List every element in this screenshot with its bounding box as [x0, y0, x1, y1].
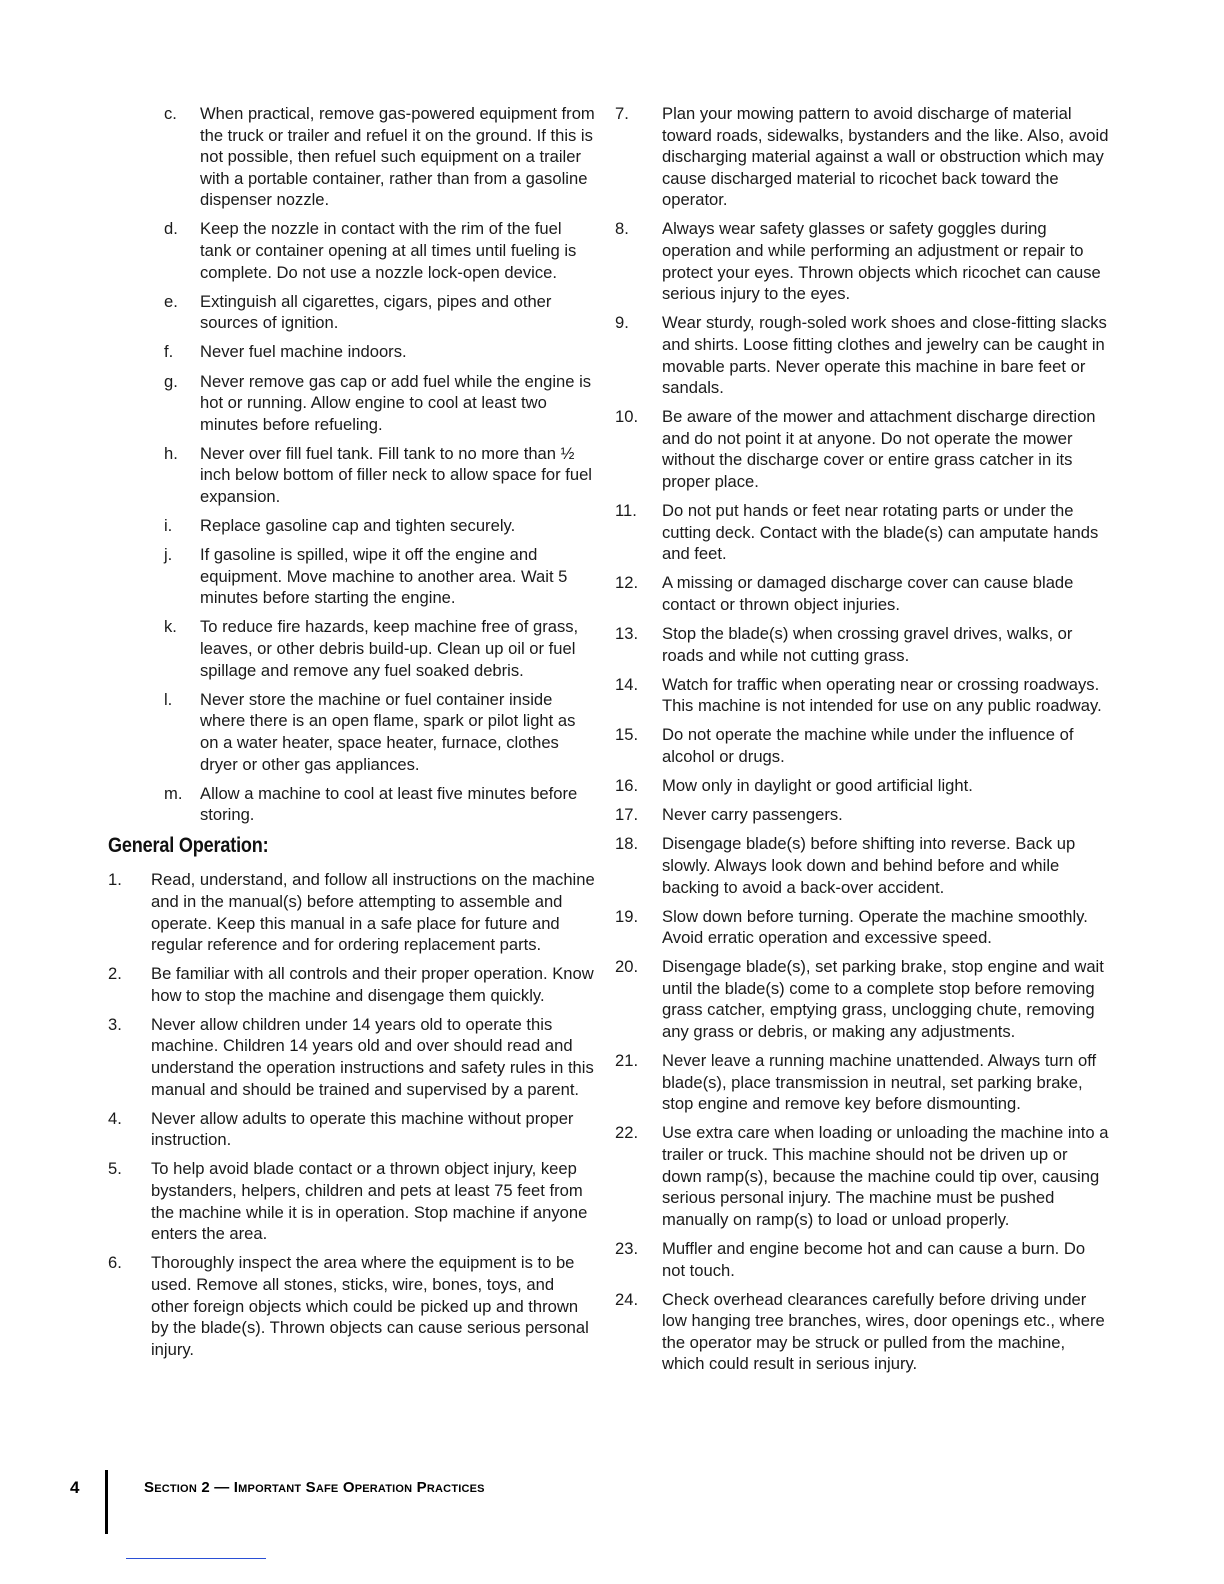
list-item-text: Never store the machine or fuel container inside where there is an open flame, spark or pilot light as on a water heater, space heater, furnace, clothes dryer or other gas appliances.: [200, 689, 576, 774]
footer-divider: [105, 1470, 108, 1534]
list-item-text: Never allow adults to operate this machine without proper instruction.: [151, 1108, 574, 1150]
list-item-text: Use extra care when loading or unloading the machine into a trailer or truck. This machine should not be driven up or down ramp(s), because the machine could tip over, causing serious personal injury. The machine must be pushed manually on ramp(s) to load or unload properly.: [662, 1123, 1109, 1229]
list-item: [108, 689, 596, 775]
list-item-marker: 3.: [108, 1014, 122, 1034]
list-item: [615, 956, 1111, 1042]
list-item-marker: 5.: [108, 1159, 122, 1179]
list-item: [108, 616, 596, 681]
list-item: [615, 406, 1111, 492]
list-item: [615, 500, 1111, 565]
list-item-marker: 21.: [615, 1051, 639, 1071]
list-item: [615, 218, 1111, 304]
list-item-text: Extinguish all cigarettes, cigars, pipes and other sources of ignition.: [200, 291, 552, 333]
list-item-marker: 1.: [108, 870, 122, 890]
list-item-text: Allow a machine to cool at least five minutes before storing.: [200, 783, 578, 825]
page-number: 4: [70, 1478, 80, 1497]
list-item-marker: 6.: [108, 1253, 122, 1273]
list-item-marker: l.: [164, 689, 173, 709]
list-item: [615, 1122, 1111, 1230]
list-item-marker: j.: [164, 545, 173, 565]
list-item-text: Be familiar with all controls and their proper operation. Know how to stop the machine and disengage them quickly.: [151, 964, 594, 1005]
list-item: [615, 1289, 1111, 1375]
list-item-marker: 2.: [108, 964, 122, 984]
list-item-marker: e.: [164, 291, 178, 311]
list-item-marker: m.: [164, 783, 183, 803]
list-item-marker: 11.: [615, 501, 637, 521]
list-item: [108, 218, 596, 283]
list-item-marker: 24.: [615, 1289, 639, 1309]
list-item: [615, 312, 1111, 398]
left-column: [108, 103, 596, 1368]
list-item: [615, 623, 1111, 666]
list-item-text: Read, understand, and follow all instructions on the machine and in the manual(s) before attempting to assemble and operate. Keep this manual in a safe place for future and regular reference and for ordering replacement parts.: [151, 870, 595, 955]
list-item: [108, 1158, 596, 1244]
list-item-marker: i.: [164, 516, 173, 536]
list-item-marker: 7.: [615, 104, 629, 123]
list-item-marker: 16.: [615, 776, 639, 796]
list-item: [615, 572, 1111, 615]
list-item: [615, 103, 1111, 211]
general-operation-list-left: [108, 869, 596, 1360]
list-item: [108, 869, 596, 955]
list-item-text: Stop the blade(s) when crossing gravel drives, walks, or roads and while not cutting grass.: [662, 624, 1073, 665]
list-item-text: Thoroughly inspect the area where the equipment is to be used. Remove all stones, sticks, wire, bones, toys, and other foreign objects which could be picked up and thrown by the blade(s). Thrown objects can cause serious personal injury.: [151, 1253, 589, 1359]
list-item-text: A missing or damaged discharge cover can cause blade contact or thrown object injuries.: [662, 573, 1074, 614]
list-item-text: Plan your mowing pattern to avoid discharge of material toward roads, sidewalks, bystanders and the like. Also, avoid discharging material against a wall or obstruction which may cause discharged material to ricochet back toward the operator.: [662, 104, 1109, 210]
list-item-text: Replace gasoline cap and tighten securely.: [200, 516, 516, 536]
list-item: [615, 804, 1111, 826]
list-item: [108, 341, 596, 363]
list-item: [615, 775, 1111, 797]
list-item: [615, 906, 1111, 949]
list-item: [108, 1252, 596, 1360]
list-item: [108, 371, 596, 436]
list-item-text: Be aware of the mower and attachment discharge direction and do not point it at anyone. Do not operate the mower without the discharge cover or entire grass catcher in its proper place.: [662, 407, 1096, 491]
list-item-marker: 8.: [615, 219, 629, 239]
list-item-text: Wear sturdy, rough-soled work shoes and close-fitting slacks and shirts. Loose fitting clothes and jewelry can be caught in movable parts. Never operate this machine in bare feet or sandals.: [662, 313, 1107, 398]
list-item: [108, 1108, 596, 1151]
list-item-marker: k.: [164, 617, 177, 637]
footer-link-underline: [126, 1558, 266, 1559]
list-item-text: Do not operate the machine while under the influence of alcohol or drugs.: [662, 725, 1074, 767]
list-item-text: Disengage blade(s) before shifting into reverse. Back up slowly. Always look down and behind before and while backing to avoid a back-over accident.: [662, 834, 1076, 897]
list-item: [108, 544, 596, 609]
list-item-marker: 10.: [615, 407, 639, 427]
list-item: [108, 291, 596, 334]
list-item-text: Do not put hands or feet near rotating parts or under the cutting deck. Contact with the blade(s) can amputate hands and feet.: [662, 501, 1099, 564]
list-item-marker: 18.: [615, 834, 639, 854]
list-item-marker: 17.: [615, 805, 639, 825]
list-item-marker: c.: [164, 104, 177, 123]
list-item-marker: 22.: [615, 1123, 639, 1143]
list-item: [615, 674, 1111, 717]
list-item-text: Never allow children under 14 years old to operate this machine. Children 14 years old and over should read and understand the operation instructions and safety rules in this manual and should be trained and supervised by a parent.: [151, 1014, 594, 1099]
list-item-text: Never fuel machine indoors.: [200, 342, 407, 362]
list-item: [108, 103, 596, 211]
right-column: [615, 103, 1111, 1382]
list-item-marker: 23.: [615, 1238, 639, 1258]
list-item-text: Disengage blade(s), set parking brake, stop engine and wait until the blade(s) come to a complete stop before removing grass catcher, emptying grass, unclogging chute, removing any grass or debris, or making any adjustments.: [662, 957, 1104, 1042]
list-item-text: Never remove gas cap or add fuel while the engine is hot or running. Allow engine to cool at least two minutes before refueling.: [200, 371, 592, 434]
list-item-text: Always wear safety glasses or safety goggles during operation and while performing an adjustment or repair to protect your eyes. Thrown objects which ricochet can cause serious injury to the eyes.: [662, 219, 1101, 304]
list-item-marker: 4.: [108, 1108, 122, 1128]
section-heading: General Operation:: [108, 834, 269, 858]
list-item-marker: 14.: [615, 674, 639, 694]
list-item-text: Slow down before turning. Operate the machine smoothly. Avoid erratic operation and excessive speed.: [662, 906, 1088, 948]
list-item: [108, 443, 596, 508]
list-item-text: Muffler and engine become hot and can cause a burn. Do not touch.: [662, 1238, 1086, 1280]
list-item-marker: 9.: [615, 313, 629, 333]
list-item: [615, 724, 1111, 767]
list-item-marker: h.: [164, 443, 178, 463]
list-item-text: Keep the nozzle in contact with the rim of the fuel tank or container opening at all times until fueling is complete. Do not use a nozzle lock-open device.: [200, 219, 577, 282]
list-item-marker: g.: [164, 371, 178, 391]
general-operation-list-right: [615, 103, 1111, 1375]
list-item-marker: 15.: [615, 725, 639, 745]
list-item-marker: f.: [164, 342, 174, 362]
list-item-marker: 19.: [615, 906, 639, 926]
list-item-text: Never carry passengers.: [662, 805, 843, 825]
list-item-text: Never over fill fuel tank. Fill tank to no more than ½ inch below bottom of filler neck to allow space for fuel expansion.: [200, 443, 592, 506]
list-item-text: When practical, remove gas-powered equipment from the truck or trailer and refuel it on the ground. If this is not possible, then refuel such equipment on a trailer with a portable container, rather than from a gasoline dispenser nozzle.: [200, 104, 595, 210]
footer-section-title: Section 2 — Important Safe Operation Practices: [144, 1479, 485, 1496]
list-item-text: Never leave a running machine unattended. Always turn off blade(s), place transmission in neutral, set parking brake, stop engine and remove key before dismounting.: [662, 1051, 1097, 1114]
list-item-text: To reduce fire hazards, keep machine free of grass, leaves, or other debris build-up. Clean up oil or fuel spillage and remove any fuel soaked debris.: [200, 617, 579, 680]
list-item-marker: 12.: [615, 573, 639, 593]
list-item-text: Check overhead clearances carefully before driving under low hanging tree branches, wires, door openings etc., where the operator may be struck or pulled from the machine, which could result in serious injury.: [662, 1289, 1105, 1374]
list-item-text: If gasoline is spilled, wipe it off the engine and equipment. Move machine to another area. Wait 5 minutes before starting the engine.: [200, 545, 568, 608]
list-item: [108, 783, 596, 826]
list-item-marker: d.: [164, 219, 178, 239]
list-item-text: Mow only in daylight or good artificial light.: [662, 776, 973, 796]
list-item: [615, 1050, 1111, 1115]
fueling-sub-list: [108, 103, 596, 826]
list-item: [108, 963, 596, 1006]
list-item: [108, 515, 596, 537]
list-item: [615, 833, 1111, 898]
list-item-text: To help avoid blade contact or a thrown object injury, keep bystanders, helpers, children and pets at least 75 feet from the machine while it is in operation. Stop machine if anyone enters the area.: [151, 1159, 588, 1244]
list-item: [108, 1014, 596, 1100]
list-item: [615, 1238, 1111, 1281]
list-item-text: Watch for traffic when operating near or crossing roadways. This machine is not intended for use on any public roadway.: [662, 674, 1102, 716]
list-item-marker: 13.: [615, 624, 639, 644]
list-item-marker: 20.: [615, 957, 639, 977]
